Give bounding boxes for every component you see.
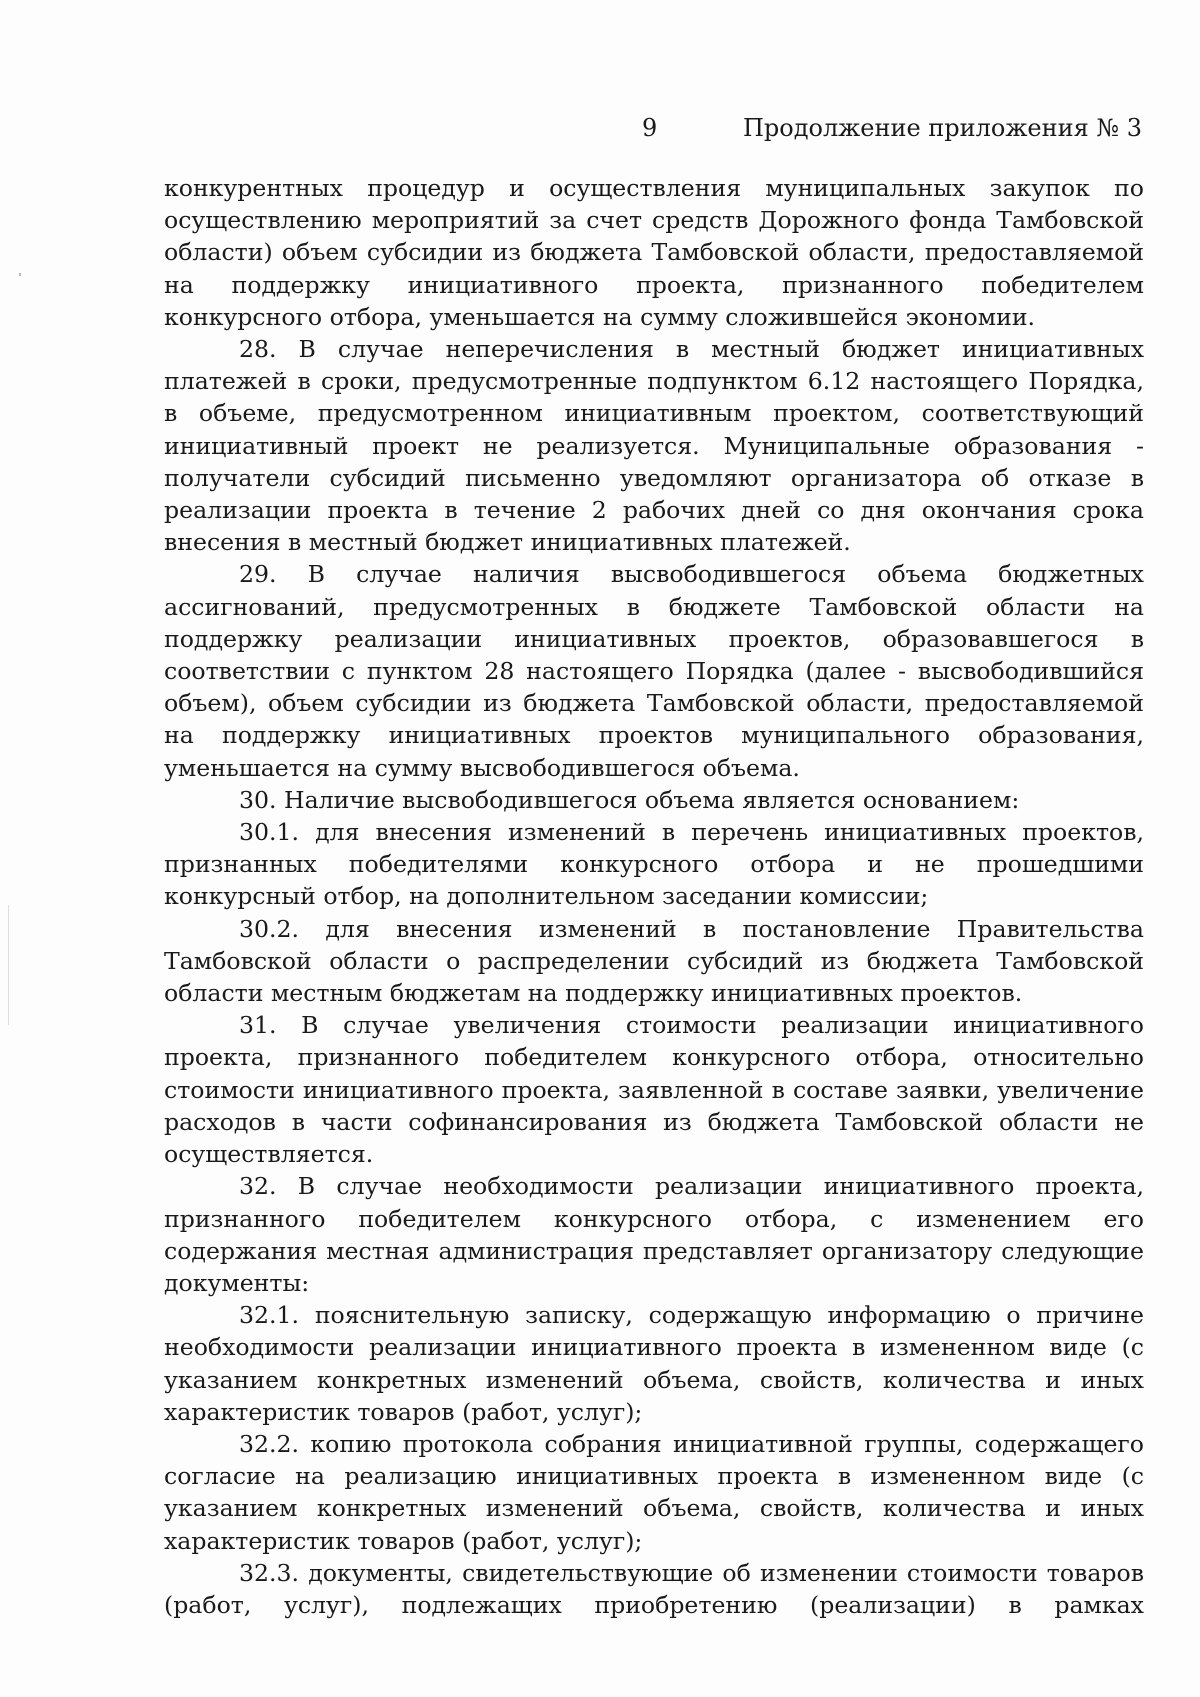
document-body [164,172,1144,1621]
paragraph-30: 30. Наличие высвободившегося объема является основанием: [239,785,1020,814]
paragraph-29: 29. В случае наличия высвободившегося объема бюджетных ассигнований, предусмотренных в бюджете Тамбовской области на поддержку реализации инициативных проектов, образовавшегося в соответствии с пунктом 28 настоящего Порядка (далее - высвободившийся объем), объем субсидии из бюджета Тамбовской области, предоставляемой на поддержку инициативных проектов муниципального образования, уменьшается на сумму высвободившегося объема. [164,560,1144,782]
paragraph-32: 32. В случае необходимости реализации инициативного проекта, признанного победителем конкурсного отбора, с изменением его содержания местная администрация представляет организатору следующие документы: [164,1172,1144,1297]
paragraph-30-1: 30.1. для внесения изменений в перечень инициативных проектов, признанных победителями конкурсного отбора и не прошедшими конкурсный отбор, на дополнительном заседании комиссии; [164,818,1144,911]
appendix-continuation-title: Продолжение приложения № 3 [742,114,1142,142]
paragraph-32-1: 32.1. пояснительную записку, содержащую информацию о причине необходимости реализации инициативного проекта в измененном виде (с указанием конкретных изменений объема, свойств, количества и иных характеристик товаров (работ, услуг); [164,1301,1144,1426]
paragraph-32-2: 32.2. копию протокола собрания инициативной группы, содержащего согласие на реализацию инициативных проекта в измененном виде (с указанием конкретных изменений объема, свойств, количества и иных характеристик товаров (работ, услуг); [164,1429,1144,1555]
paragraph-30-2: 30.2. для внесения изменений в постановление Правительства Тамбовской области о распределении субсидий из бюджета Тамбовской области местным бюджетам на поддержку инициативных проектов. [164,914,1144,1008]
page-number: 9 [642,114,658,142]
scan-artifact-line [8,905,9,1025]
paragraph-32-3: 32.3. документы, свидетельствующие об изменении стоимости товаров (работ, услуг), подлежащих приобретению (реализации) в рамках [164,1558,1144,1619]
scan-artifact-dot [19,273,21,276]
page-header [0,114,1200,150]
paragraph-continuation: конкурентных процедур и осуществления муниципальных закупок по осуществлению мероприятий за счет средств Дорожного фонда Тамбовской области) объем субсидии из бюджета Тамбовской области, предоставляемой на поддержку инициативного проекта, признанного победителем конкурсного отбора, уменьшается на сумму сложившейся экономии. [164,174,1144,331]
paragraph-31: 31. В случае увеличения стоимости реализации инициативного проекта, признанного победителем конкурсного отбора, относительно стоимости инициативного проекта, заявленной в составе заявки, увеличение расходов в части софинансирования из бюджета Тамбовской области не осуществляется. [164,1011,1144,1169]
paragraph-28: 28. В случае неперечисления в местный бюджет инициативных платежей в сроки, предусмотренные подпунктом 6.12 настоящего Порядка, в объеме, предусмотренном инициативным проектом, соответствующий инициативный проект не реализуется. Муниципальные образования - получатели субсидий письменно уведомляют организатора об отказе в реализации проекта в течение 2 рабочих дней со дня окончания срока внесения в местный бюджет инициативных платежей. [164,335,1144,557]
